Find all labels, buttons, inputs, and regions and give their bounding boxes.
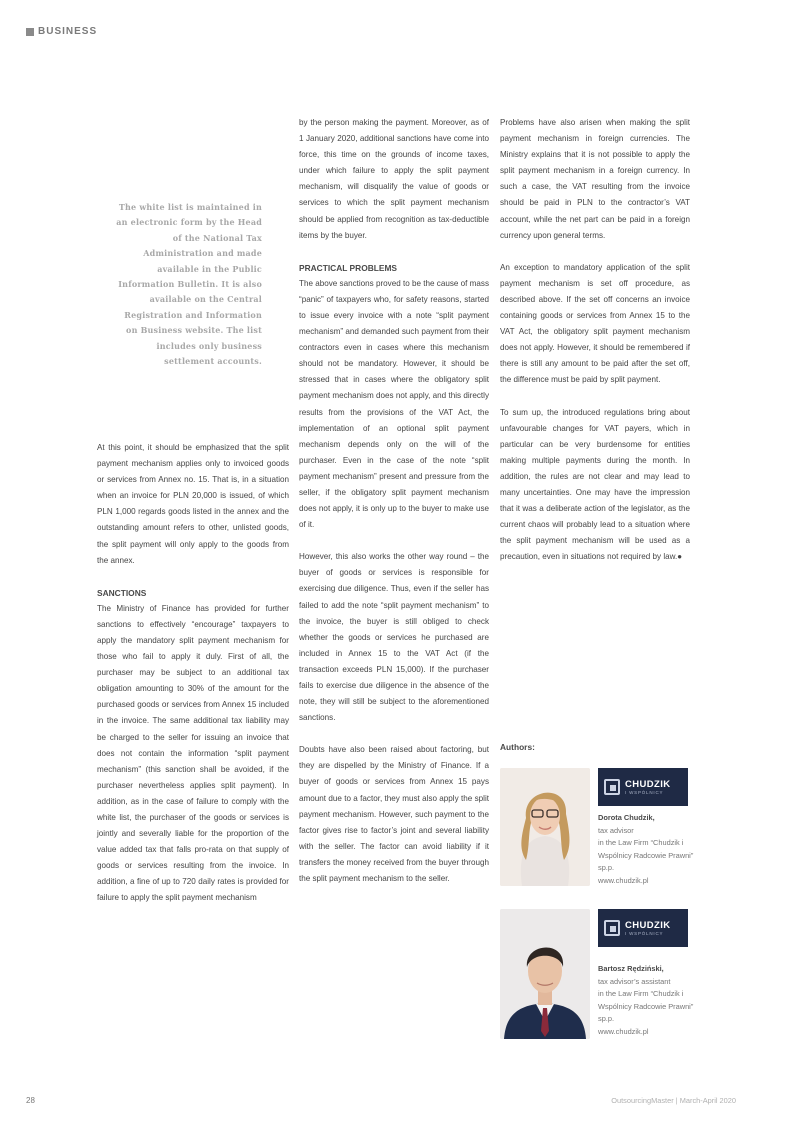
man-portrait-icon xyxy=(500,909,590,1039)
author-photo xyxy=(500,768,590,886)
author-name: Dorota Chudzik, xyxy=(598,813,655,822)
page-number: 28 xyxy=(26,1096,35,1105)
paragraph: The above sanctions proved to be the cause of mass “panic” of taxpayers who, for safety reasons, started to issue every invoice with a note “split payment mechanism” and demanded such payment from their contractors even in cases where this mechanism should not be mandatory. However, it should be stressed that in cases where the obligatory split payment mechanism does not apply, and this directly results from the provisions of the VAT Act, the implementation of an optional split payment mechanism depends only on the will of the purchaser. Even in the case of the note “split payment mechanism” present and pressure from the seller, if the obligatory split payment mechanism does not apply, it is only up to the buyer to make use of it. xyxy=(299,278,489,530)
woman-portrait-icon xyxy=(500,768,590,886)
author-role: tax advisor xyxy=(598,825,634,835)
chudzik-logo xyxy=(598,768,688,806)
author-firm: in the Law Firm “Chudzik i Wspólnicy Radcowie Prawni” sp.p. xyxy=(598,838,694,873)
author-info xyxy=(598,963,698,1039)
paragraph: An exception to mandatory application of the split payment mechanism is set off procedure, as described above. If the set off concerns an invoice containing goods or services from Annex 15 to the VAT Act, the obligatory split payment mechanism does not apply. However, it should be remembered if there is still any amount to be paid after the set off, the difference must be paid by split payment. xyxy=(500,262,690,385)
logo-sub: I WSPÓLNICY xyxy=(625,930,664,936)
paragraph: At this point, it should be emphasized that the split payment mechanism applies only to invoiced goods or services from Annex no. 15. That is, in a situation when an invoice for PLN 20,000 is issued, of which PLN 1,000 regards goods listed in the annex and the outstanding amount refers to other, unlisted goods, the split payment will only apply to the goods from the annex. xyxy=(97,443,289,565)
article-column-1 xyxy=(97,440,289,907)
section-heading-practical-problems: PRACTICAL PROBLEMS xyxy=(299,262,398,273)
article-column-2 xyxy=(299,115,489,887)
authors-label: Authors: xyxy=(500,742,535,752)
logo-mark-icon xyxy=(604,779,620,795)
logo-brand: CHUDZIK xyxy=(625,919,671,931)
section-heading-sanctions: SANCTIONS xyxy=(97,587,147,598)
logo-brand: CHUDZIK xyxy=(625,778,671,790)
section-square-icon xyxy=(26,28,34,36)
author-website: www.chudzik.pl xyxy=(598,875,649,885)
paragraph: The Ministry of Finance has provided for further sanctions to effectively “encourage” taxpayers to apply the mandatory split payment mechanism for those who fail to apply it duly. First of all, the purchaser may be subject to an additional tax obligation amounting to 30% of the amount for the purchased goods or services from Annex 15 included in the invoice. The same additional tax liability may be charged to the seller for issuing an invoice that does not contain the information “split payment mechanism” (this sanction shall be avoided, if the purchaser nevertheless applies split payment). In addition, as in the case of failure to comply with the white list, the purchaser of the goods or services is jointly and severally liable for the proportion of the value added tax that falls pro-rata on that supply of goods or services resulting from the invoice. In addition, a fine of up to 720 daily rates is provided for failure to apply the split payment mechanism xyxy=(97,603,289,903)
paragraph-text: To sum up, the introduced regulations bring about unfavourable changes for VAT payers, which in particular can be very burdensome for entities making multiple payments during the month. In addition, the rules are not clear and may lead to many uncertainties. One may have the impression that it was a deliberate action of the legislator, as the current chaos will probably lead to a situation where the split payment mechanism will be used as a precaution, even in situations not required by law. xyxy=(500,407,690,562)
chudzik-logo xyxy=(598,909,688,947)
pull-quote: The white list is maintained in an electronic form by the Head of the National Tax Administration and made available in the Public Information Bulletin. It is also available on the Central Registration and Information on Business website. The list includes only business settlement accounts. xyxy=(116,202,262,367)
paragraph: by the person making the payment. Moreover, as of 1 January 2020, additional sanctions have come into force, this time on the grounds of income taxes, under which failure to apply the split payment mechanism, will disqualify the value of goods or services to which the split payment mechanism should be applied from recognition as tax-deductible items by the buyer. xyxy=(299,118,489,240)
publication-footer: OutsourcingMaster | March-April 2020 xyxy=(611,1096,736,1105)
section-label: BUSINESS xyxy=(38,26,98,37)
logo-sub: I WSPÓLNICY xyxy=(625,789,664,795)
logo-mark-icon xyxy=(604,920,620,936)
author-firm: in the Law Firm “Chudzik i Wspólnicy Radcowie Prawni” sp.p. xyxy=(598,989,694,1024)
author-photo xyxy=(500,909,590,1039)
author-website: www.chudzik.pl xyxy=(598,1026,649,1036)
paragraph xyxy=(500,405,690,566)
author-name: Bartosz Rędziński, xyxy=(598,964,664,973)
paragraph: Problems have also arisen when making the split payment mechanism in foreign currencies. The Ministry explains that it is not possible to apply the split payment mechanism in a foreign currency. In such a case, the VAT resulting from the invoice should be paid in PLN to the contractor’s VAT account, while the net part can be paid in a foreign currency upon general terms. xyxy=(500,118,690,240)
end-mark-icon: ● xyxy=(677,552,683,562)
section-tag xyxy=(26,26,97,37)
article-column-3 xyxy=(500,115,690,565)
paragraph: Doubts have also been raised about factoring, but they are dispelled by the Ministry of Finance. If a buyer of goods or services from Annex 15 pays amount due to a factor, they must also apply the split payment mechanism. However, such payment to the factor gives rise to factor’s joint and several liability with the seller. The factor can avoid liability if it transfers the money received from the buyer through the split payment mechanism to the seller. xyxy=(299,745,489,884)
author-role: tax advisor’s assistant xyxy=(598,976,671,986)
author-info xyxy=(598,812,698,888)
paragraph: However, this also works the other way round – the buyer of goods or services is responsible for exercising due diligence. Thus, even if the seller has failed to add the note “split payment mechanism” to the invoice, the buyer is still obliged to check whether the goods or services he purchased are included in Annex 15 to the VAT Act (if the transaction exceeds PLN 15,000). If the purchaser fails to exercise due diligence in the absence of the note, they will still be subject to the aforementioned sanctions. xyxy=(299,552,489,723)
